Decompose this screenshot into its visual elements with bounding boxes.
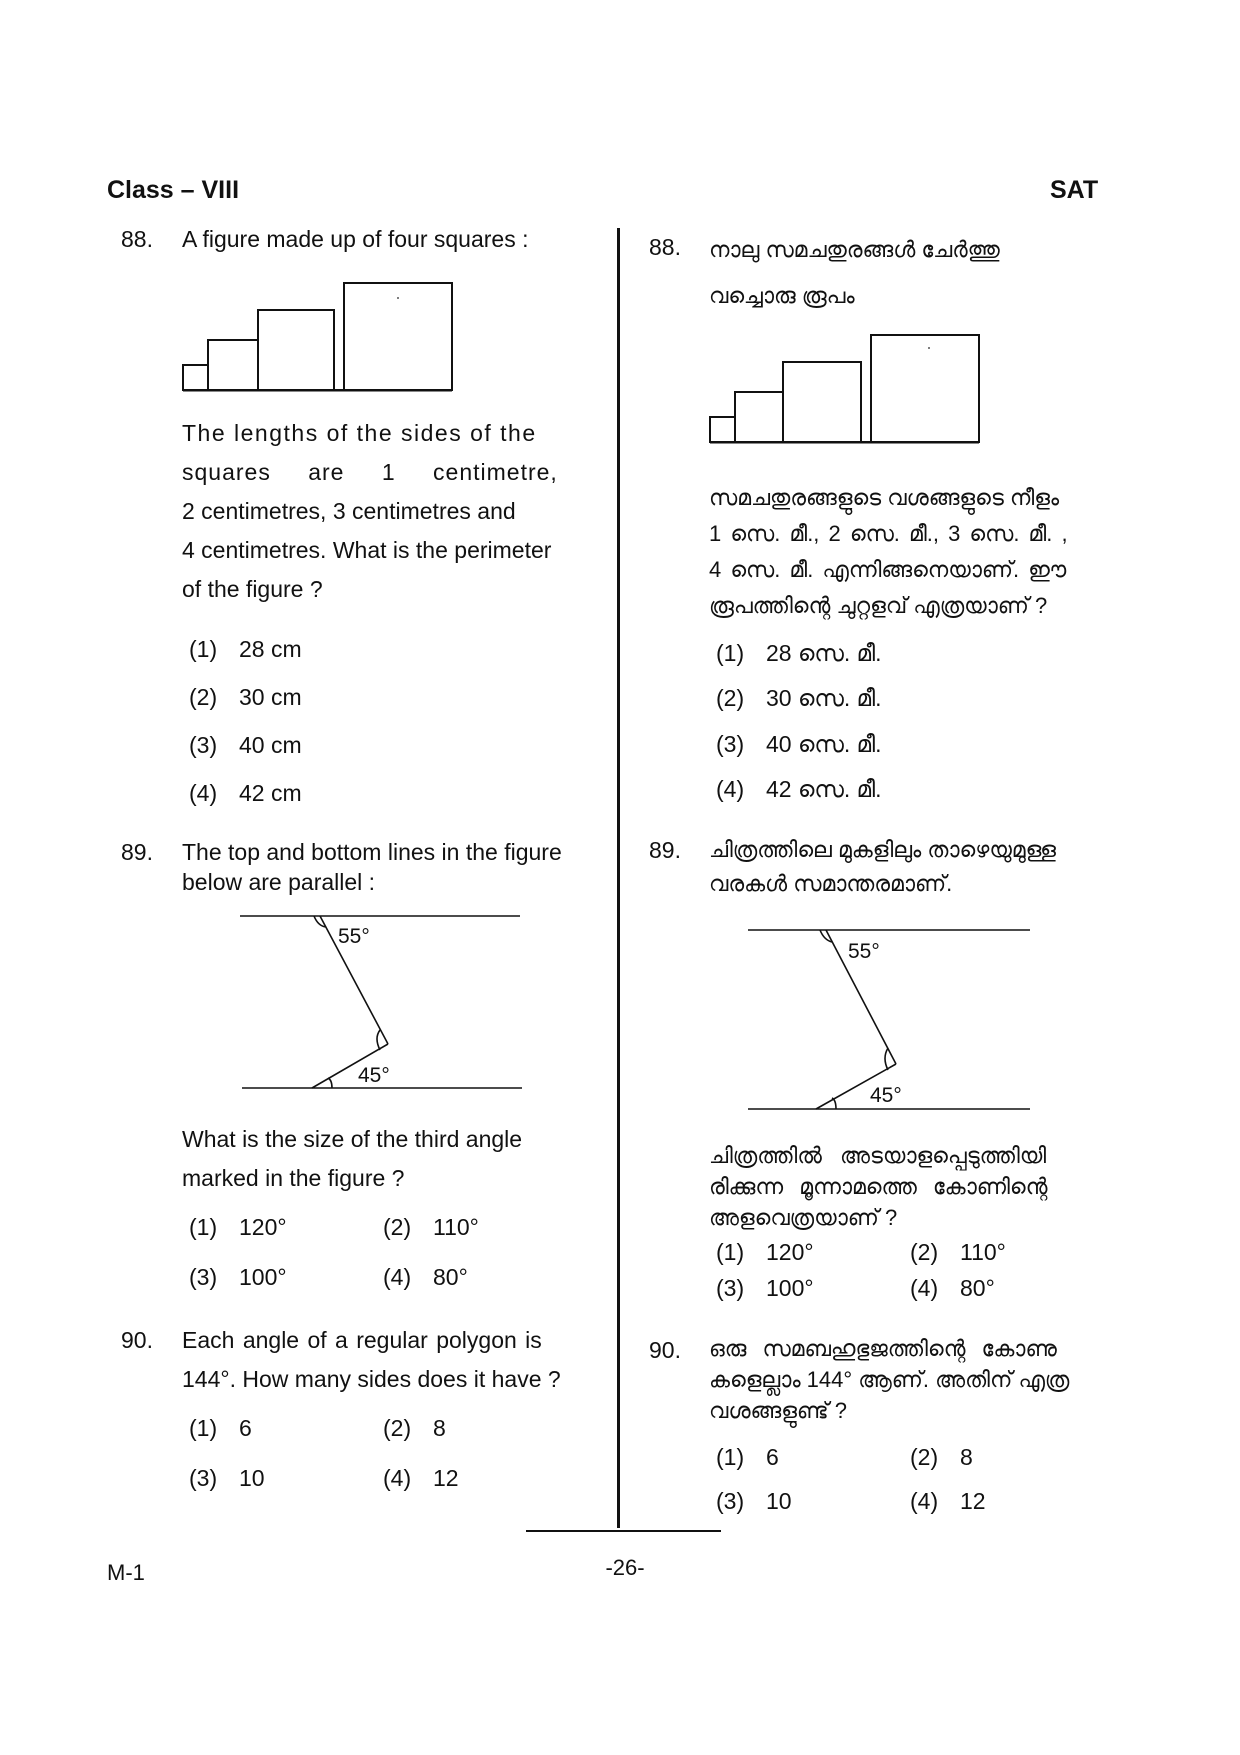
option-key: (1) xyxy=(716,1239,745,1265)
q88-body-line: The lengths of the sides of the xyxy=(182,420,537,446)
option-key: (2) xyxy=(189,684,218,710)
option-text: 6 xyxy=(239,1415,252,1441)
square-2cm xyxy=(735,392,783,442)
square-1cm xyxy=(710,417,735,442)
option-text: 110° xyxy=(960,1239,1006,1265)
bottom-angle-arc xyxy=(328,1078,332,1088)
option-text: 10 xyxy=(766,1488,792,1514)
q90-stem xyxy=(182,1321,602,1399)
q90-stem-line: Each angle of a regular polygon is xyxy=(182,1327,542,1353)
q90-ml-stem xyxy=(709,1333,1129,1426)
q89-option-2[interactable] xyxy=(383,1214,479,1241)
middle-angle-arc xyxy=(377,1030,380,1050)
q88-ml-body-line: 1 സെ. മീ., 2 സെ. മീ., 3 സെ. മീ. , xyxy=(709,521,1068,546)
q89-option-1[interactable] xyxy=(189,1214,287,1241)
option-key: (3) xyxy=(189,732,218,758)
angle-55-label: 55° xyxy=(848,940,880,963)
q90-ml-option-3[interactable] xyxy=(716,1488,792,1515)
q89-ml-stem-line: വരകൾ സമാന്തരമാണ്. xyxy=(709,871,953,896)
q89-stem xyxy=(182,837,602,897)
q90-ml-stem-line: വശങ്ങളുണ്ട് ? xyxy=(709,1398,848,1423)
option-key: (4) xyxy=(189,780,218,806)
q88-ml-body xyxy=(709,480,1119,624)
q90-ml-option-1[interactable] xyxy=(716,1444,779,1471)
option-key: (2) xyxy=(910,1444,939,1470)
q88-ml-number: 88. xyxy=(649,234,681,260)
q90-ml-option-4[interactable] xyxy=(910,1488,986,1515)
q88-option-2[interactable] xyxy=(189,684,302,711)
option-key: (1) xyxy=(189,636,218,662)
q89-stem-line: The top and bottom lines in the figure xyxy=(182,839,562,865)
q90-stem-line: 144°. How many sides does it have ? xyxy=(182,1366,561,1392)
q88-ml-option-3[interactable] xyxy=(716,731,882,758)
option-text: 120° xyxy=(239,1214,287,1240)
option-text: 28 സെ. മീ. xyxy=(766,640,882,666)
option-key: (3) xyxy=(189,1465,218,1491)
q89-ml-stem xyxy=(709,833,1129,901)
option-key: (3) xyxy=(716,1488,745,1514)
option-key: (4) xyxy=(910,1488,939,1514)
class-header: Class – VIII xyxy=(107,176,240,204)
q88-number: 88. xyxy=(121,226,153,252)
q89-ml-question xyxy=(709,1140,1119,1233)
q90-option-3[interactable] xyxy=(189,1465,265,1492)
q88-body xyxy=(182,414,582,609)
q89-option-4[interactable] xyxy=(383,1264,468,1291)
q89-ml-stem-line: ചിത്രത്തിലെ മുകളിലും താഴെയുമുള്ള xyxy=(709,837,1056,862)
q89-ml-question-line: രിക്കുന്ന മൂന്നാമത്തെ കോണിന്റെ xyxy=(709,1174,1048,1199)
q89-question-line: marked in the figure ? xyxy=(182,1165,405,1191)
q90-option-1[interactable] xyxy=(189,1415,252,1442)
four-squares-figure-ml xyxy=(705,330,985,450)
option-text: 42 cm xyxy=(239,780,302,806)
square-3cm xyxy=(783,362,861,442)
q89-ml-question-line: അളവെത്രയാണ് ? xyxy=(709,1205,898,1230)
footer-rule xyxy=(526,1530,721,1532)
q88-option-1[interactable] xyxy=(189,636,302,663)
column-divider xyxy=(617,228,620,1528)
q89-ml-option-1[interactable] xyxy=(716,1239,814,1266)
q88-stem: A figure made up of four squares : xyxy=(182,226,529,252)
option-key: (4) xyxy=(383,1465,412,1491)
option-key: (1) xyxy=(189,1415,218,1441)
exam-header: SAT xyxy=(1050,176,1099,204)
option-key: (1) xyxy=(716,1444,745,1470)
option-text: 40 സെ. മീ. xyxy=(766,731,882,757)
q88-ml-body-line: സമചതുരങ്ങളുടെ വശങ്ങളുടെ നീളം xyxy=(709,485,1060,510)
q90-ml-number: 90. xyxy=(649,1337,681,1363)
q88-ml-option-4[interactable] xyxy=(716,776,882,803)
q88-ml-stem xyxy=(709,227,1129,319)
top-angle-arc xyxy=(820,930,832,942)
option-text: 30 cm xyxy=(239,684,302,710)
q89-number: 89. xyxy=(121,839,153,865)
option-key: (4) xyxy=(910,1275,939,1301)
angle-55-label: 55° xyxy=(338,925,370,948)
option-key: (2) xyxy=(910,1239,939,1265)
option-key: (3) xyxy=(189,1264,218,1290)
q90-number: 90. xyxy=(121,1327,153,1353)
square-3cm xyxy=(258,310,334,390)
q89-ml-option-2[interactable] xyxy=(910,1239,1006,1266)
q89-ml-option-3[interactable] xyxy=(716,1275,814,1302)
q88-body-line: 4 centimetres. What is the perimeter xyxy=(182,537,552,563)
option-key: (4) xyxy=(383,1264,412,1290)
q89-option-3[interactable] xyxy=(189,1264,287,1291)
q88-ml-stem-line: വച്ചൊരു രൂപം xyxy=(709,283,855,308)
q89-ml-number: 89. xyxy=(649,837,681,863)
q88-body-line xyxy=(182,453,582,492)
square-4cm xyxy=(871,335,979,442)
q88-ml-body-line: രൂപത്തിന്റെ ചുറ്റളവ് എത്രയാണ് ? xyxy=(709,593,1048,618)
q88-body-line-text: squares are 1 centimetre, xyxy=(182,459,558,485)
angle-45-label: 45° xyxy=(870,1084,902,1107)
option-key: (1) xyxy=(716,640,745,666)
q89-stem-line: below are parallel : xyxy=(182,869,376,895)
option-key: (2) xyxy=(383,1415,412,1441)
option-text: 100° xyxy=(766,1275,814,1301)
q89-question xyxy=(182,1120,582,1198)
q88-option-3[interactable] xyxy=(189,732,302,759)
option-key: (3) xyxy=(716,731,745,757)
q88-ml-stem-line: നാലു സമചതുരങ്ങൾ ചേർത്തു xyxy=(709,237,1000,262)
option-key: (2) xyxy=(383,1214,412,1240)
option-text: 30 സെ. മീ. xyxy=(766,685,882,711)
option-text: 12 xyxy=(433,1465,459,1491)
q89-ml-option-4[interactable] xyxy=(910,1275,995,1302)
option-text: 8 xyxy=(433,1415,446,1441)
square-4cm xyxy=(344,283,452,390)
angle-45-label: 45° xyxy=(358,1064,390,1087)
option-text: 10 xyxy=(239,1465,265,1491)
q88-option-4[interactable] xyxy=(189,780,302,807)
q90-ml-stem-line: ഒരു സമബഹുഭുജത്തിന്റെ കോണു xyxy=(709,1336,1057,1361)
middle-angle-arc xyxy=(885,1048,888,1070)
q90-option-2[interactable] xyxy=(383,1415,446,1442)
option-text: 100° xyxy=(239,1264,287,1290)
option-text: 6 xyxy=(766,1444,779,1470)
paper-code: M-1 xyxy=(107,1560,145,1585)
q88-ml-option-2[interactable] xyxy=(716,685,882,712)
q88-ml-body-line: 4 സെ. മീ. എന്നിങ്ങനെയാണ്. ഈ xyxy=(709,557,1067,582)
option-key: (1) xyxy=(189,1214,218,1240)
four-squares-figure xyxy=(178,278,458,398)
q90-ml-stem-line: കളെല്ലാം 144° ആണ്. അതിന് എത്ര xyxy=(709,1367,1070,1392)
option-text: 80° xyxy=(960,1275,995,1301)
option-text: 110° xyxy=(433,1214,479,1240)
option-text: 8 xyxy=(960,1444,973,1470)
option-text: 80° xyxy=(433,1264,468,1290)
square-1cm xyxy=(183,365,208,390)
option-key: (4) xyxy=(716,776,745,802)
option-text: 40 cm xyxy=(239,732,302,758)
option-text: 12 xyxy=(960,1488,986,1514)
option-text: 28 cm xyxy=(239,636,302,662)
page-number: -26- xyxy=(605,1555,645,1580)
q90-ml-option-2[interactable] xyxy=(910,1444,973,1471)
square-2cm xyxy=(208,340,258,390)
q88-ml-option-1[interactable] xyxy=(716,640,882,667)
option-key: (2) xyxy=(716,685,745,711)
q89-ml-question-line: ചിത്രത്തിൽ അടയാളപ്പെടുത്തിയി xyxy=(709,1143,1047,1168)
option-text: 42 സെ. മീ. xyxy=(766,776,882,802)
q88-body-line: 2 centimetres, 3 centimetres and xyxy=(182,498,516,524)
q89-question-line: What is the size of the third angle xyxy=(182,1126,523,1152)
q88-body-line: of the figure ? xyxy=(182,576,323,602)
parallel-lines-figure-ml xyxy=(748,924,1038,1114)
option-key: (3) xyxy=(716,1275,745,1301)
parallel-lines-figure xyxy=(240,910,530,1100)
option-text: 120° xyxy=(766,1239,814,1265)
q90-option-4[interactable] xyxy=(383,1465,459,1492)
